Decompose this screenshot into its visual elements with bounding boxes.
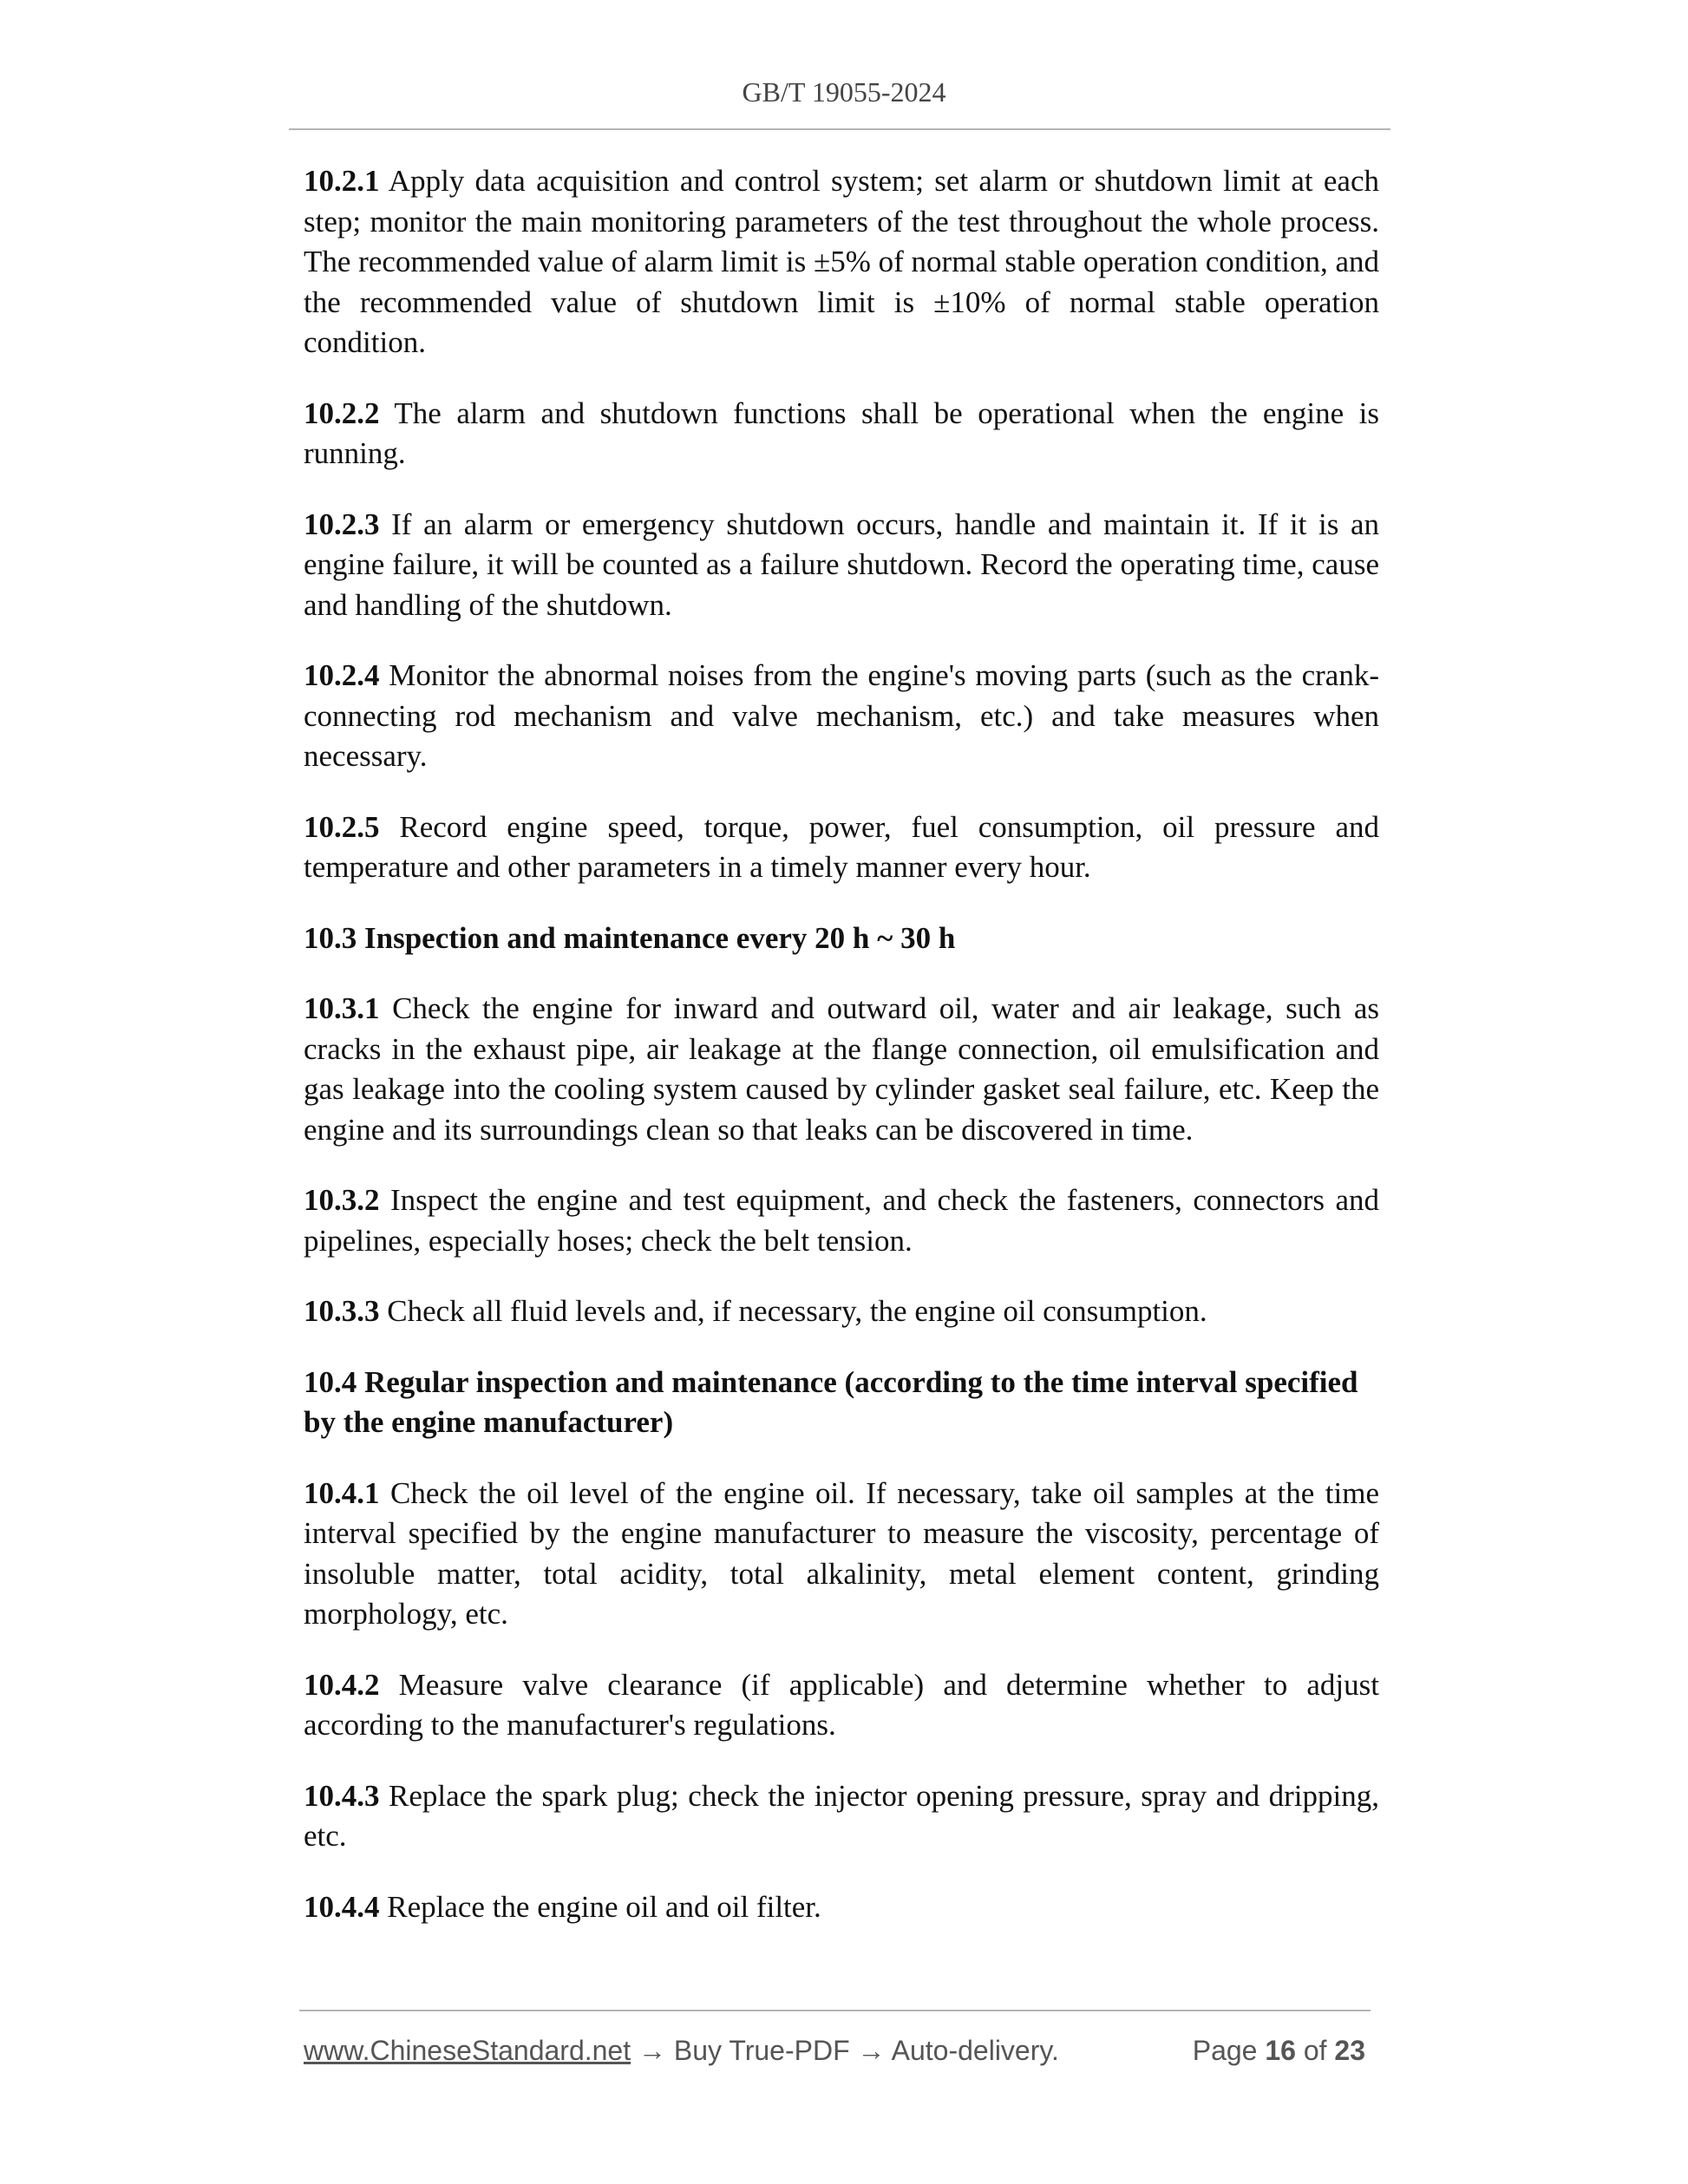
clause-number: 10.2.2 [304,396,380,430]
clause-10-4-1 [304,1474,1379,1635]
clause-number: 10.4.1 [304,1475,380,1510]
clause-number: 10.4.4 [304,1889,380,1924]
page-footer [304,2033,1371,2068]
clause-number: 10.4.2 [304,1667,380,1702]
clause-10-4-2 [304,1665,1379,1746]
website-link[interactable]: www.ChineseStandard.net [304,2035,631,2066]
clause-number: 10.2.5 [304,809,380,844]
footer-divider [299,2010,1371,2011]
clause-number: 10.3.3 [304,1294,380,1328]
clause-text: Check the engine for inward and outward oil, water and air leakage, such as cracks in the exhaust pipe, air leakage at the flange connection, oil emulsification and gas leakage into the cooling system caused by cylinder gasket seal failure, etc. Keep the engine and its surroundings clean so that leaks can be discovered in time. [304,991,1379,1147]
clause-number: 10.2.1 [304,164,380,198]
page-label: Page [1192,2035,1258,2066]
clause-10-3-2 [304,1180,1379,1261]
clause-text: Check all fluid levels and, if necessary, the engine oil consumption. [379,1294,1207,1328]
clause-text: Inspect the engine and test equipment, and check the fasteners, connectors and pipelines, especially hoses; check the belt tension. [304,1183,1379,1258]
header-divider [289,128,1390,130]
section-heading-10-4: 10.4 Regular inspection and maintenance (according to the time interval specified by the engine manufacturer) [304,1364,1358,1439]
clause-10-2-3 [304,505,1379,626]
footer-promo [304,2033,1059,2068]
clause-number: 10.2.4 [304,658,380,692]
clause-10-3-3 [304,1291,1379,1332]
page-number [1193,2033,1365,2068]
clause-number: 10.2.3 [304,507,380,541]
clause-text: Record engine speed, torque, power, fuel consumption, oil pressure and temperature and other parameters in a timely manner every hour. [304,809,1379,884]
clause-10-2-5 [304,808,1379,888]
clause-10-2-4 [304,656,1379,777]
clause-text: If an alarm or emergency shutdown occurs, handle and maintain it. If it is an engine failure, it will be counted as a failure shutdown. Record the operating time, cause and handling of the shutdown. [304,507,1379,622]
clause-number: 10.4.3 [304,1778,380,1813]
document-header-title: GB/T 19055-2024 [742,76,946,108]
clause-text: Measure valve clearance (if applicable) and determine whether to adjust according to the manufacturer's regulations. [304,1667,1379,1742]
clause-text: Apply data acquisition and control system; set alarm or shutdown limit at each step; monitor the main monitoring parameters of the test throughout the whole process. The recommended value of alarm limit is ±5% of normal stable operation condition, and the recommended value of shutdown limit is ±10% of normal stable operation condition. [304,164,1379,359]
clause-text: Check the oil level of the engine oil. If necessary, take oil samples at the time interval specified by the engine manufacturer to measure the viscosity, percentage of insoluble matter, total acidity, total alkalinity, metal element content, grinding morphology, etc. [304,1475,1379,1631]
clause-text: Monitor the abnormal noises from the engine's moving parts (such as the crank-connecting rod mechanism and valve mechanism, etc.) and take measures when necessary. [304,658,1379,773]
clause-10-4-3 [304,1776,1379,1857]
clause-10-2-2 [304,394,1379,474]
page-of-label: of [1303,2035,1327,2066]
document-body [304,161,1379,1958]
clause-10-2-1 [304,161,1379,363]
section-heading-10-3: 10.3 Inspection and maintenance every 20 h ~ 30 h [304,920,956,955]
clause-text: Replace the spark plug; check the injector opening pressure, spray and dripping, etc. [304,1778,1379,1853]
page-current: 16 [1265,2035,1296,2066]
clause-text: Replace the engine oil and oil filter. [379,1889,821,1924]
footer-promo-text: → Buy True-PDF → Auto-delivery. [631,2035,1059,2066]
clause-text: The alarm and shutdown functions shall be operational when the engine is running. [304,396,1379,470]
page-total: 23 [1334,2035,1365,2066]
clause-10-4-4 [304,1887,1379,1928]
clause-10-3-1 [304,989,1379,1150]
clause-number: 10.3.2 [304,1183,380,1217]
clause-number: 10.3.1 [304,991,380,1025]
